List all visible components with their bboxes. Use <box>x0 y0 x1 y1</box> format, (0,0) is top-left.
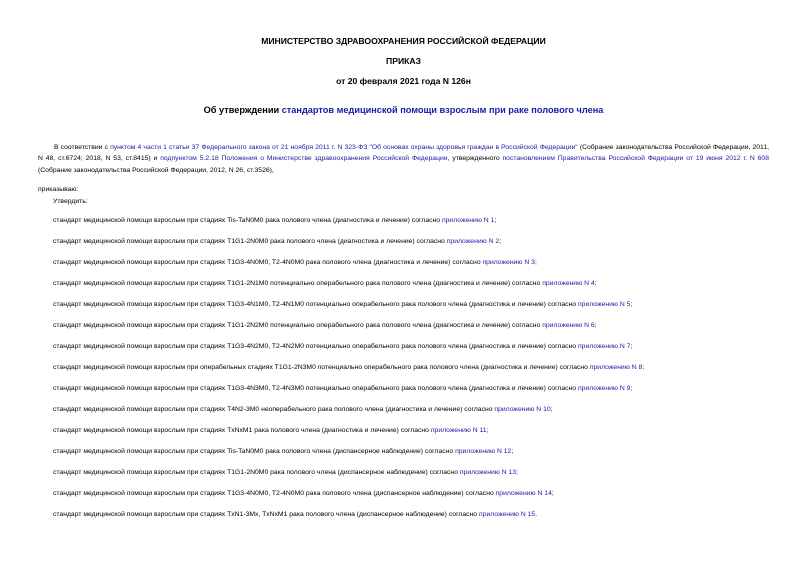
title-link[interactable]: стандартов медицинской помощи взрослым при раке полового члена <box>281 105 604 115</box>
intro-text-1: В соответствии с <box>54 144 111 151</box>
list-item: стандарт медицинской помощи взрослым при стадиях TxN1-3Mx, TxNxM1 рака полового члена (диспансерное наблюдение) согласно приложению N 15. <box>53 511 538 518</box>
document-title <box>0 105 807 115</box>
appendix-link-6[interactable]: приложению N 6 <box>542 322 595 329</box>
intro-text-3: , утвержденного <box>447 155 503 163</box>
list-item: стандарт медицинской помощи взрослым при стадиях Tis-TaN0M0 рака полового члена (диспансерное наблюдение) согласно приложению N 12; <box>53 448 514 455</box>
intro-paragraph <box>38 142 769 176</box>
order-word: приказываю: <box>38 186 79 193</box>
order-date-number: от 20 февраля 2021 года N 126н <box>336 76 471 86</box>
appendix-link-4[interactable]: приложению N 4 <box>542 280 595 287</box>
intro-text-2: (Собрание законодательства Российской Федерации, 2011, N 48, ст.6724; 2018, N 53, ст.8415) и <box>38 144 769 163</box>
appendix-link-8[interactable]: приложению N 8 <box>589 364 643 371</box>
list-item: стандарт медицинской помощи взрослым при стадиях T1G1-2N2M0 потенциально операбельного рака полового члена (диагностика и лечение) согласно приложению N 6; <box>53 322 597 329</box>
law-article-link[interactable]: пунктом 4 части 1 статьи 37 Федерального закона от 21 ноября 2011 г. N 323-ФЗ "Об основах охраны здоровья граждан в Российской Федерации" <box>110 144 578 151</box>
appendix-link-1[interactable]: приложению N 1 <box>441 217 495 224</box>
order-type-heading: ПРИКАЗ <box>386 56 421 66</box>
title-prefix: Об утверждении <box>203 105 282 115</box>
intro-text-4: (Собрание законодательства Российской Федерации, 2012, N 26, ст.3526), <box>38 166 274 174</box>
list-item: стандарт медицинской помощи взрослым при стадиях T4N2-3M0 неоперабельного рака полового члена (диагностика и лечение) согласно приложению N 10; <box>53 406 553 413</box>
list-item: стандарт медицинской помощи взрослым при стадиях T1G3-4N0M0, T2-4N0M0 рака полового члена (диагностика и лечение) согласно приложению N 3; <box>53 259 537 266</box>
list-item: стандарт медицинской помощи взрослым при стадиях Tis-TaN0M0 рака полового члена (диагностика и лечение) согласно приложению N 1; <box>53 217 497 224</box>
appendix-link-5[interactable]: приложению N 5 <box>577 301 631 308</box>
list-item: стандарт медицинской помощи взрослым при стадиях T1G1-2N1M0 потенциально операбельного рака полового члена (диагностика и лечение) согласно приложению N 4; <box>53 280 597 287</box>
appendix-link-3[interactable]: приложению N 3 <box>482 259 535 266</box>
list-item: стандарт медицинской помощи взрослым при стадиях T1G3-4N0M0, T2-4N0M0 рака полового члена (диспансерное наблюдение) согласно приложению N 14; <box>53 490 554 497</box>
list-item: стандарт медицинской помощи взрослым при стадиях T1G3-4N2M0, T2-4N2M0 потенциально операбельного рака полового члена (диагностика и лечение) согласно приложению N 7; <box>53 343 633 350</box>
appendix-link-15[interactable]: приложению N 15 <box>478 511 536 518</box>
appendix-link-2[interactable]: приложению N 2 <box>446 238 500 245</box>
appendix-link-14[interactable]: приложению N 14 <box>495 490 552 497</box>
ministry-regulation-link[interactable]: подпунктом 5.2.18 Положения о Министерстве здравоохранения Российской Федерации <box>160 155 448 163</box>
list-item: стандарт медицинской помощи взрослым при операбельных стадиях T1G1-2N3M0 потенциально операбельного рака полового члена (диагностика и лечение) согласно приложению N 8; <box>53 364 645 371</box>
list-item: стандарт медицинской помощи взрослым при стадиях T1G3-4N3M0, T2-4N3M0 потенциально операбельного рака полового члена (диагностика и лечение) согласно приложению N 9; <box>53 385 633 392</box>
list-item: стандарт медицинской помощи взрослым при стадиях T1G1-2N0M0 рака полового члена (диспансерное наблюдение) согласно приложению N 13; <box>53 469 518 476</box>
appendix-link-11[interactable]: приложению N 11 <box>430 427 487 434</box>
list-item: стандарт медицинской помощи взрослым при стадиях TxNxM1 рака полового члена (диагностика и лечение) согласно приложению N 11; <box>53 427 489 434</box>
appendix-link-7[interactable]: приложению N 7 <box>577 343 631 350</box>
list-item: стандарт медицинской помощи взрослым при стадиях T1G1-2N0M0 рака полового члена (диагностика и лечение) согласно приложению N 2; <box>53 238 502 245</box>
ministry-heading: МИНИСТЕРСТВО ЗДРАВООХРАНЕНИЯ РОССИЙСКОЙ ФЕДЕРАЦИИ <box>261 36 546 46</box>
appendix-link-13[interactable]: приложению N 13 <box>459 469 517 476</box>
government-decree-link[interactable]: постановлением Правительства Российской Федерации от 19 июня 2012 г. N 608 <box>502 155 769 163</box>
approve-word: Утвердить: <box>53 198 88 205</box>
appendix-link-10[interactable]: приложению N 10 <box>494 406 551 413</box>
list-item: стандарт медицинской помощи взрослым при стадиях T1G3-4N1M0, T2-4N1M0 потенциально операбельного рака полового члена (диагностика и лечение) согласно приложению N 5; <box>53 301 633 308</box>
appendix-link-12[interactable]: приложению N 12 <box>455 448 512 455</box>
appendix-link-9[interactable]: приложению N 9 <box>577 385 631 392</box>
